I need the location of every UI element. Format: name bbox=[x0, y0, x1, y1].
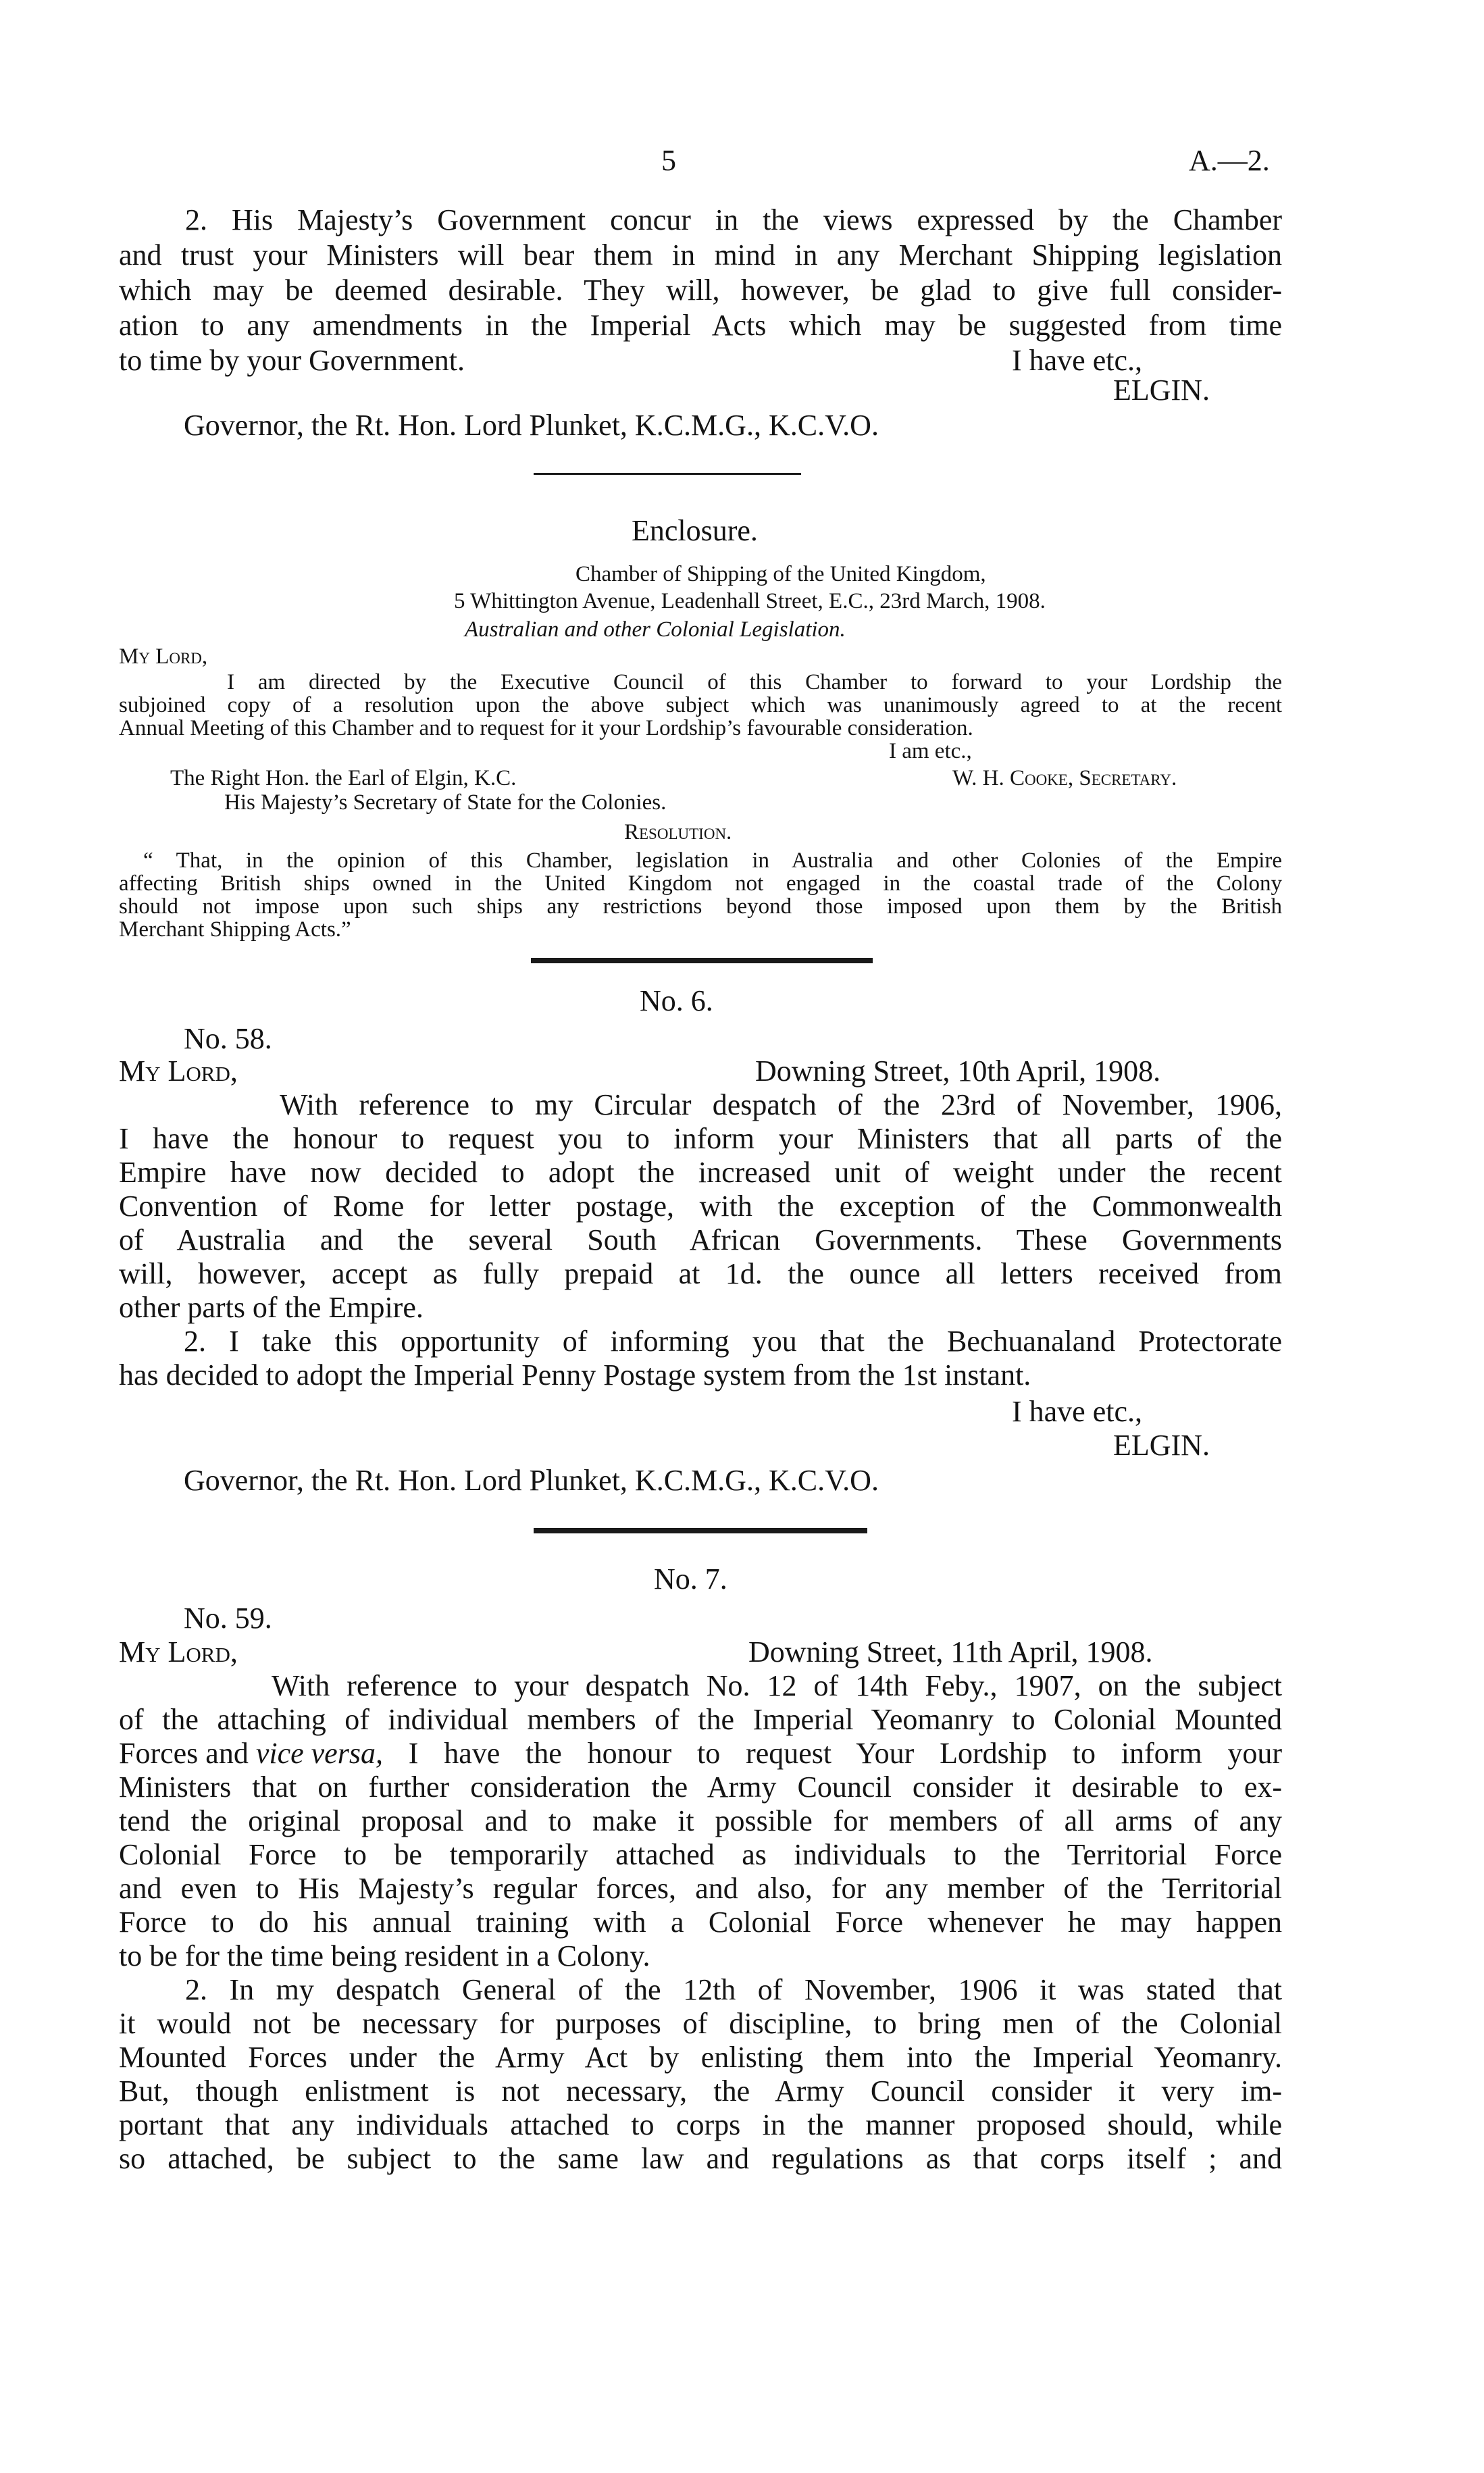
no7-paragraph-line: it would not be necessary for purposes of discipline, to bring men of the Colonial bbox=[119, 2007, 1282, 2040]
enclosure-title: Enclosure. bbox=[632, 514, 758, 547]
letter-paragraph-line: and trust your Ministers will bear them in mind in any Merchant Shipping legislation bbox=[119, 238, 1282, 272]
no7-paragraph-line: Force to do his annual training with a Colonial Force whenever he may happen bbox=[119, 1906, 1282, 1939]
enclosure-recipient-title: His Majesty’s Secretary of State for the Colonies. bbox=[224, 790, 667, 815]
no6-paragraph-last-line: other parts of the Empire. bbox=[119, 1291, 424, 1324]
no7-paragraph-line: Mounted Forces under the Army Act by enlisting them into the Imperial Yeomanry. bbox=[119, 2041, 1282, 2074]
letter-addressee: Governor, the Rt. Hon. Lord Plunket, K.C.M.G., K.C.V.O. bbox=[184, 409, 879, 442]
enclosure-closing: I am etc., bbox=[889, 739, 972, 763]
no7-salutation: My Lord, bbox=[119, 1635, 238, 1668]
no6-paragraph-line: I have the honour to request you to inform your Ministers that all parts of the bbox=[119, 1122, 1282, 1155]
enclosure-body-line: I am directed by the Executive Council of this Chamber to forward to your Lordship the bbox=[227, 670, 1282, 694]
no6-addressee: Governor, the Rt. Hon. Lord Plunket, K.C.M.G., K.C.V.O. bbox=[184, 1464, 879, 1497]
enclosure-signatory: W. H. Cooke, Secretary. bbox=[952, 766, 1177, 790]
no6-paragraph-line: Convention of Rome for letter postage, with the exception of the Commonwealth bbox=[119, 1190, 1282, 1223]
letter-paragraph-line: ation to any amendments in the Imperial Acts which may be suggested from time bbox=[119, 309, 1282, 342]
no7-paragraph-line: Colonial Force to be temporarily attached as individuals to the Territorial Force bbox=[119, 1838, 1282, 1871]
resolution-line: “ That, in the opinion of this Chamber, legislation in Australia and other Colonies of the Empire bbox=[143, 848, 1282, 873]
no6-paragraph-line: will, however, accept as fully prepaid at 1d. the ounce all letters received from bbox=[119, 1257, 1282, 1290]
no7-despatch-number: No. 59. bbox=[184, 1602, 272, 1635]
no7-paragraph-line: With reference to your despatch No. 12 of 14th Feby., 1907, on the subject bbox=[272, 1669, 1282, 1702]
enclosure-body-line: subjoined copy of a resolution upon the above subject which was unanimously agreed to at the recent bbox=[119, 693, 1282, 717]
no7-paragraph-line: so attached, be subject to the same law and regulations as that corps itself ; and bbox=[119, 2142, 1282, 2175]
no6-closing: I have etc., bbox=[1012, 1395, 1142, 1428]
no6-place-date: Downing Street, 10th April, 1908. bbox=[755, 1054, 1161, 1088]
no7-paragraph-last-line: to be for the time being resident in a Colony. bbox=[119, 1939, 650, 1972]
no7-italic-phrase: vice versa, bbox=[255, 1737, 383, 1770]
no7-paragraph-line: and even to His Majesty’s regular forces, and also, for any member of the Territorial bbox=[119, 1872, 1282, 1905]
resolution-line: affecting British ships owned in the United Kingdom not engaged in the coastal trade of the Colony bbox=[119, 871, 1282, 896]
no7-paragraph-line: tend the original proposal and to make it possible for members of all arms of any bbox=[119, 1804, 1282, 1837]
no6-paragraph-line: 2. I take this opportunity of informing you that the Bechuanaland Protectorate bbox=[184, 1325, 1282, 1358]
section-rule bbox=[531, 958, 873, 963]
no7-paragraph-line: portant that any individuals attached to corps in the manner proposed should, while bbox=[119, 2108, 1282, 2141]
letter-signature: ELGIN. bbox=[1113, 374, 1210, 407]
no6-paragraph-line: of Australia and the several South African Governments. These Governments bbox=[119, 1223, 1282, 1256]
resolution-line: should not impose upon such ships any restrictions beyond those imposed upon them by the British bbox=[119, 894, 1282, 919]
separator-rule bbox=[534, 473, 801, 475]
page-number: 5 bbox=[661, 144, 676, 177]
enclosure-address-date: 5 Whittington Avenue, Leadenhall Street, E.C., 23rd March, 1908. bbox=[454, 589, 1046, 613]
enclosure-subject: Australian and other Colonial Legislation. bbox=[465, 617, 846, 642]
enclosure-salutation: My Lord, bbox=[119, 644, 208, 669]
letter-closing: I have etc., bbox=[1012, 344, 1142, 377]
no6-paragraph-last-line: has decided to adopt the Imperial Penny Postage system from the 1st instant. bbox=[119, 1358, 1031, 1392]
no7-paragraph-line-mixed bbox=[119, 1736, 1282, 1771]
enclosure-recipient: The Right Hon. the Earl of Elgin, K.C. bbox=[170, 766, 517, 790]
no6-paragraph-line: Empire have now decided to adopt the increased unit of weight under the recent bbox=[119, 1156, 1282, 1189]
no6-paragraph-line: With reference to my Circular despatch of the 23rd of November, 1906, bbox=[280, 1088, 1282, 1121]
section-rule bbox=[534, 1528, 867, 1533]
no6-heading: No. 6. bbox=[640, 984, 713, 1017]
letter-paragraph-line: which may be deemed desirable. They will, however, be glad to give full consider- bbox=[119, 274, 1282, 307]
no7-heading: No. 7. bbox=[654, 1562, 727, 1596]
no6-despatch-number: No. 58. bbox=[184, 1022, 272, 1055]
enclosure-body-last-line: Annual Meeting of this Chamber and to request for it your Lordship’s favourable consideration. bbox=[119, 716, 973, 740]
enclosure-sender: Chamber of Shipping of the United Kingdom, bbox=[575, 562, 986, 586]
no7-text-segment: I have the honour to request Your Lordship to inform your bbox=[382, 1737, 1282, 1770]
no7-paragraph-line: of the attaching of individual members of the Imperial Yeomanry to Colonial Mounted bbox=[119, 1703, 1282, 1736]
resolution-title: Resolution. bbox=[624, 820, 732, 844]
no6-salutation: My Lord, bbox=[119, 1054, 238, 1088]
no7-place-date: Downing Street, 11th April, 1908. bbox=[748, 1635, 1153, 1668]
no7-paragraph-line: 2. In my despatch General of the 12th of November, 1906 it was stated that bbox=[185, 1973, 1282, 2006]
no7-paragraph-line: Ministers that on further consideration the Army Council consider it desirable to ex- bbox=[119, 1770, 1282, 1804]
no6-signature: ELGIN. bbox=[1113, 1429, 1210, 1462]
letter-paragraph-line: 2. His Majesty’s Government concur in the views expressed by the Chamber bbox=[185, 203, 1282, 236]
document-reference: A.—2. bbox=[1189, 144, 1270, 177]
letter-paragraph-last-line: to time by your Government. bbox=[119, 344, 465, 377]
no7-text-segment: Forces and bbox=[119, 1737, 256, 1770]
resolution-last-line: Merchant Shipping Acts.” bbox=[119, 917, 351, 942]
no7-paragraph-line: But, though enlistment is not necessary, the Army Council consider it very im- bbox=[119, 2074, 1282, 2108]
